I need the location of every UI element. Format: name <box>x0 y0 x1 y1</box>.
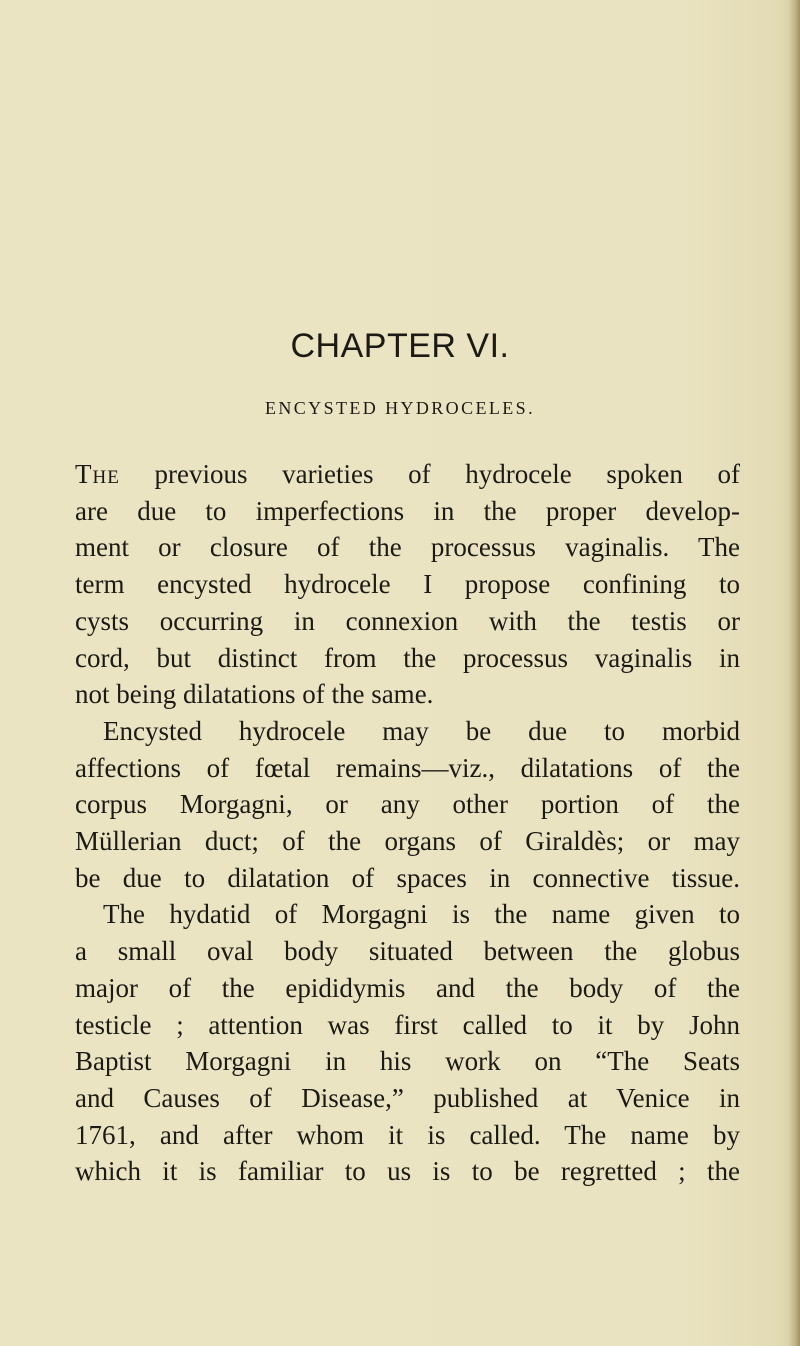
text-line-10: corpus Morgagni, or any other portion of the <box>75 789 740 820</box>
text-line-1 <box>75 456 740 493</box>
text-line-5: cysts occurring in connexion with the testis or <box>75 605 740 636</box>
text-line-15: major of the epididymis and the body of the <box>75 972 740 1003</box>
text-line-17: Baptist Morgagni in his work on “The Seats <box>75 1046 740 1077</box>
text-line-13: The hydatid of Morgagni is the name given to <box>103 899 740 930</box>
text-line-11: Müllerian duct; of the organs of Giraldès; or may <box>75 826 740 857</box>
section-title: ENCYSTED HYDROCELES. <box>264 398 535 418</box>
text-line-7: not being dilatations of the same. <box>75 679 434 710</box>
text-line-18: and Causes of Disease,” published at Venice in <box>75 1082 740 1113</box>
page-edge-shadow <box>788 0 800 1346</box>
text-line-3: ment or closure of the processus vaginalis. The <box>75 532 740 563</box>
text-line-14: a small oval body situated between the globus <box>75 936 740 967</box>
text-line-12: be due to dilatation of spaces in connective tissue. <box>75 862 740 893</box>
text-line-16: testicle ; attention was first called to it by John <box>75 1009 740 1040</box>
text-line-8: Encysted hydrocele may be due to morbid <box>103 715 740 746</box>
chapter-title: CHAPTER VI. <box>290 327 510 365</box>
text-line-20: which it is familiar to us is to be regretted ; the <box>75 1156 740 1187</box>
text-line-1-rest: previous varieties of hydrocele spoken of <box>119 459 740 489</box>
text-line-19: 1761, and after whom it is called. The name by <box>75 1119 740 1150</box>
lead-word: The <box>75 459 120 489</box>
text-line-9: affections of fœtal remains—viz., dilatations of the <box>75 752 740 783</box>
body-text <box>75 456 740 1190</box>
text-line-6: cord, but distinct from the processus vaginalis in <box>75 642 740 673</box>
text-line-4: term encysted hydrocele I propose confining to <box>75 569 740 600</box>
text-line-2: are due to imperfections in the proper develop- <box>75 495 740 526</box>
